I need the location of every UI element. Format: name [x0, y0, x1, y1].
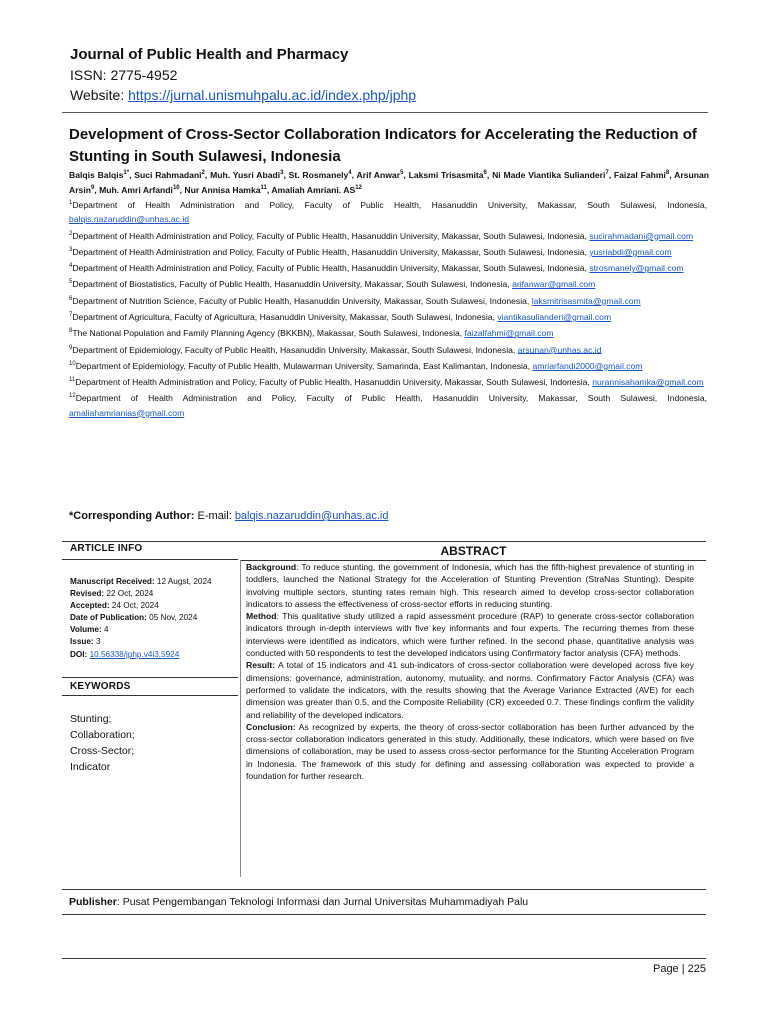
- affiliation-item: [69, 341, 707, 357]
- affiliation-number: 4: [69, 263, 73, 270]
- info-revised: Revised: 22 Oct, 2024: [70, 589, 154, 599]
- affiliation-email-link[interactable]: faizalfahmi@gmail.com: [464, 328, 554, 339]
- affiliation-item: [69, 373, 707, 389]
- corresponding-prefix: E-mail:: [194, 510, 235, 522]
- affiliation-text: Department of Agricultura, Faculty of Agricultura, Hasanuddin University, Makassar, South Sulawesi, Indonesia,: [72, 311, 498, 322]
- affiliation-text: Department of Health Administration and Policy, Faculty of Public Health, Hasanuddin University, Makassar, South Sulawesi, Indonesia,: [75, 376, 593, 387]
- keywords-header: [62, 677, 238, 696]
- affiliation-number: 5: [69, 279, 73, 286]
- column-divider: [240, 560, 241, 877]
- author-name: Muh. Amri Arfandi: [99, 184, 173, 195]
- author-name: Nur Annisa Hamka: [184, 184, 261, 195]
- affiliation-item: [69, 389, 707, 420]
- affiliation-number: 1: [69, 200, 73, 206]
- affiliation-item: [69, 292, 707, 308]
- author-affiliation-mark: 12: [355, 184, 362, 191]
- affiliation-email-link[interactable]: sucirahmadani@gmail.com: [589, 230, 694, 241]
- affiliation-text: Department of Nutrition Science, Faculty of Public Health, Hasanuddin University, Makassar, South Sulawesi, Indonesia,: [72, 295, 532, 306]
- affiliation-number: 6: [69, 295, 73, 302]
- website-label: Website:: [70, 87, 129, 103]
- info-doi: DOI: 10.56338/jphp.v4i3.5924: [70, 649, 180, 659]
- publisher-label: Publisher: [69, 896, 117, 908]
- author-name: Arsunan Arsin: [69, 169, 709, 195]
- affiliation-email-link[interactable]: viantikasulianderi@gmail.com: [497, 311, 612, 322]
- author-affiliation-mark: 1*: [123, 170, 130, 176]
- info-accepted: Accepted: 24 Oct, 2024: [70, 601, 159, 611]
- author-affiliation-mark: 11: [260, 184, 267, 191]
- author-name: Amaliah Amriani. AS: [271, 184, 356, 195]
- publisher-top-rule: [62, 889, 706, 890]
- author-name: Laksmi Trisasmita: [408, 169, 484, 180]
- author-affiliation-mark: 6: [483, 170, 487, 176]
- author-affiliation-mark: 2: [201, 170, 205, 176]
- keyword-item: Cross-Sector;: [70, 745, 135, 757]
- author-name: Arif Anwar: [356, 169, 401, 180]
- affiliation-text: Department of Health Administration and Policy, Faculty of Public Health, Hasanuddin University, Makassar, South Sulawesi, Indonesia,: [72, 230, 590, 241]
- affiliation-email-link[interactable]: arsunan@unhas.ac.id: [517, 344, 602, 355]
- author-list: Balqis Balqis$^{1*}$, Suci Rahmadani$^2$, Muh. Yusri Abadi$^3$, St. Rosmanely$^4$, Arif Anwar$^5$, Laksmi Trisasmita$^6$, Ni Made Viantika Sulianderi$^7$, Faizal Fahmi$^8$, Arsunan Arsin$^9$, Muh. Amri Arfandi$^{10}$, Nur Annisa Hamka$^{11}$, Amaliah Amriani. AS$^{12}$: [69, 169, 709, 195]
- affiliation-text: The National Population and Family Planning Agency (BKKBN), Makassar, South Sulawesi, Indonesia,: [72, 328, 465, 339]
- publisher-line: [69, 896, 528, 908]
- journal-website: [70, 85, 416, 105]
- abstract-background: Background: To reduce stunting, the government of Indonesia, which has the fifth-highest prevalence of stunting in toddlers, launched the National Strategy for the Acceleration of Stunting Prevention (StraNas Stunting). Despite involving multiple sectors, stunting rates remain high. This research aimed to develop cross-sector collaboration indicators to assess the effectiveness of cross-sector efforts in reducing stunting.: [246, 562, 694, 609]
- abstract-body: [246, 561, 694, 782]
- doi-link[interactable]: 10.56338/jphp.v4i3.5924: [89, 649, 180, 659]
- affiliation-number: 12: [69, 393, 76, 400]
- author-affiliation-mark: 9: [90, 184, 95, 191]
- author-name: St. Rosmanely: [288, 169, 349, 180]
- affiliation-email-link[interactable]: strosmanely@gmail.com: [589, 263, 684, 274]
- affiliation-number: 10: [69, 360, 76, 367]
- author-name: Suci Rahmadani: [134, 169, 202, 180]
- affiliation-text: Department of Health Administration and Policy, Faculty of Public Health, Hasanuddin University, Makassar, South Sulawesi, Indonesia,: [72, 263, 590, 274]
- affiliation-email-link[interactable]: laksmitrisasmita@gmail.com: [531, 295, 641, 306]
- author-name: Balqis Balqis: [69, 169, 124, 180]
- abstract-result: Result: A total of 15 indicators and 41 sub-indicators of cross-sector collaboration were developed across five key dimensions: governance, administration, autonomy, mutuality, and norms. Confirmatory Factor Analysis (CFA) was performed to validate the indicators, with the results showing that the Average Variance Extracted (AVE) for each dimension was greater than 0.5, and the Composite Reliability (CR) exceeded 0.7. These findings confirm the validity and reliability of the developed indicators.: [246, 660, 694, 720]
- affiliation-number: 2: [69, 230, 73, 237]
- journal-header: [70, 44, 416, 105]
- affiliation-item: [69, 357, 707, 373]
- author-affiliation-mark: 7: [605, 170, 609, 176]
- info-publication-date: Date of Publication: 05 Nov, 2024: [70, 613, 198, 623]
- affiliation-item: [69, 308, 707, 324]
- affiliation-number: 11: [69, 377, 76, 384]
- paper-title: Development of Cross-Sector Collaboration Indicators for Accelerating the Reduction of Stunting in South Sulawesi, Indonesia: [69, 126, 697, 165]
- article-info-rule: [62, 559, 238, 560]
- info-received: Manuscript Received: 12 Augst, 2024: [70, 577, 212, 586]
- affiliation-email-link[interactable]: yusriabdi@gmail.com: [589, 246, 672, 257]
- author-name: Muh. Yusri Abadi: [210, 169, 281, 180]
- author-affiliation-mark: 5: [400, 170, 404, 176]
- publisher-text: : Pusat Pengembangan Teknologi Informasi dan Jurnal Universitas Muhammadiyah Palu: [116, 896, 529, 908]
- journal-title: Journal of Public Health and Pharmacy: [70, 46, 349, 63]
- info-issue: Issue: 3: [70, 637, 101, 647]
- affiliation-text: Department of Epidemiology, Faculty of Public Health, Hasanuddin University, Makassar, South Sulawesi, Indonesia,: [72, 344, 518, 355]
- author-name: Ni Made Viantika Sulianderi: [492, 169, 606, 180]
- info-volume: Volume: 4: [70, 625, 109, 635]
- keyword-list: [70, 711, 135, 775]
- keyword-item: Indicator: [70, 761, 111, 773]
- affiliation-number: 8: [69, 328, 73, 335]
- article-info-heading: ARTICLE INFO: [70, 543, 143, 554]
- abstract-heading: ABSTRACT: [440, 544, 507, 558]
- abstract-method: Method: This qualitative study utilized a rapid assessment procedure (RAP) to generate cross-sector collaboration indicators through in-depth interviews with five key informants and four experts. The recurring themes from these interviews were identified as indicators, which were further refined. In the second phase, quantitative analysis was conducted with 50 respondents to test the developed indicators using Confirmatory factor analysis (CFA) methods.: [246, 611, 694, 659]
- affiliation-item: [69, 275, 707, 291]
- affiliation-item: [69, 196, 707, 227]
- author-affiliation-mark: 10: [172, 184, 180, 191]
- affiliation-text: Department of Epidemiology, Faculty of Public Health, Mulawarman University, Samarinda, East Kalimantan, Indonesia,: [75, 360, 533, 371]
- corresponding-author: [69, 510, 388, 522]
- affiliation-item: [69, 259, 707, 275]
- affiliation-text: Department of Health Administration and Policy, Faculty of Public Health, Hasanuddin University, Makassar, South Sulawesi, Indonesia,: [75, 393, 707, 404]
- affiliation-list: [69, 196, 707, 420]
- corresponding-label: *Corresponding Author:: [69, 510, 195, 522]
- article-info-column: [62, 541, 238, 876]
- affiliation-item: [69, 243, 707, 259]
- footer-rule: [62, 958, 706, 959]
- keyword-item: Collaboration;: [70, 729, 135, 741]
- author-affiliation-mark: 3: [280, 170, 284, 176]
- author-name: Faizal Fahmi: [613, 169, 666, 180]
- journal-issn: ISSN: 2775-4952: [70, 67, 178, 83]
- header-divider: [62, 112, 708, 113]
- affiliation-email-link[interactable]: amaliahamrianias@gmail.com: [69, 407, 185, 418]
- affiliation-number: 7: [69, 312, 73, 318]
- keyword-item: Stunting;: [70, 713, 112, 725]
- affiliation-email-link[interactable]: nurannisahamka@gmail.com: [592, 376, 704, 387]
- corresponding-email-link[interactable]: balqis.nazaruddin@unhas.ac.id: [234, 510, 389, 522]
- affiliation-number: 3: [69, 246, 73, 253]
- affiliation-item: [69, 324, 707, 340]
- affiliation-text: Department of Health Administration and Policy, Faculty of Public Health, Hasanuddin University, Makassar, South Sulawesi, Indonesia,: [72, 246, 590, 257]
- affiliation-number: 9: [69, 344, 73, 351]
- affiliation-item: [69, 227, 707, 243]
- affiliation-text: Department of Health Administration and Policy, Faculty of Public Health, Hasanuddin University, Makassar, South Sulawesi, Indonesia,: [72, 199, 707, 210]
- publisher-bottom-rule: [62, 914, 706, 915]
- website-link[interactable]: https://jurnal.unismuhpalu.ac.id/index.php/jphp: [128, 87, 417, 103]
- keywords-heading: KEYWORDS: [62, 677, 238, 696]
- affiliation-email-link[interactable]: arifanwar@gmail.com: [512, 279, 596, 290]
- affiliation-email-link[interactable]: balqis.nazaruddin@unhas.ac.id: [69, 214, 190, 225]
- page-number: Page | 225: [652, 963, 706, 975]
- article-info-list: [70, 576, 212, 661]
- author-affiliation-mark: 8: [665, 170, 670, 176]
- abstract-conclusion: Conclusion: As recognized by experts, the theory of cross-sector collaboration has been further advanced by the cross-sector collaboration indicators generated in this study. Additionally, these indicators, which were based on five dimensions of collaboration, may be used to assess cross-sector performance for the Stunting Acceleration Program in Indonesia. The framework of this study for defining and assessing collaboration was expected to provide a foundation for further research.: [246, 721, 694, 782]
- author-affiliation-mark: 4: [348, 170, 352, 176]
- affiliation-email-link[interactable]: amriarfandi2000@gmail.com: [532, 360, 643, 371]
- affiliation-text: Department of Biostatistics, Faculty of Public Health, Hasanuddin University, Makassar, South Sulawesi, Indonesia,: [72, 279, 513, 290]
